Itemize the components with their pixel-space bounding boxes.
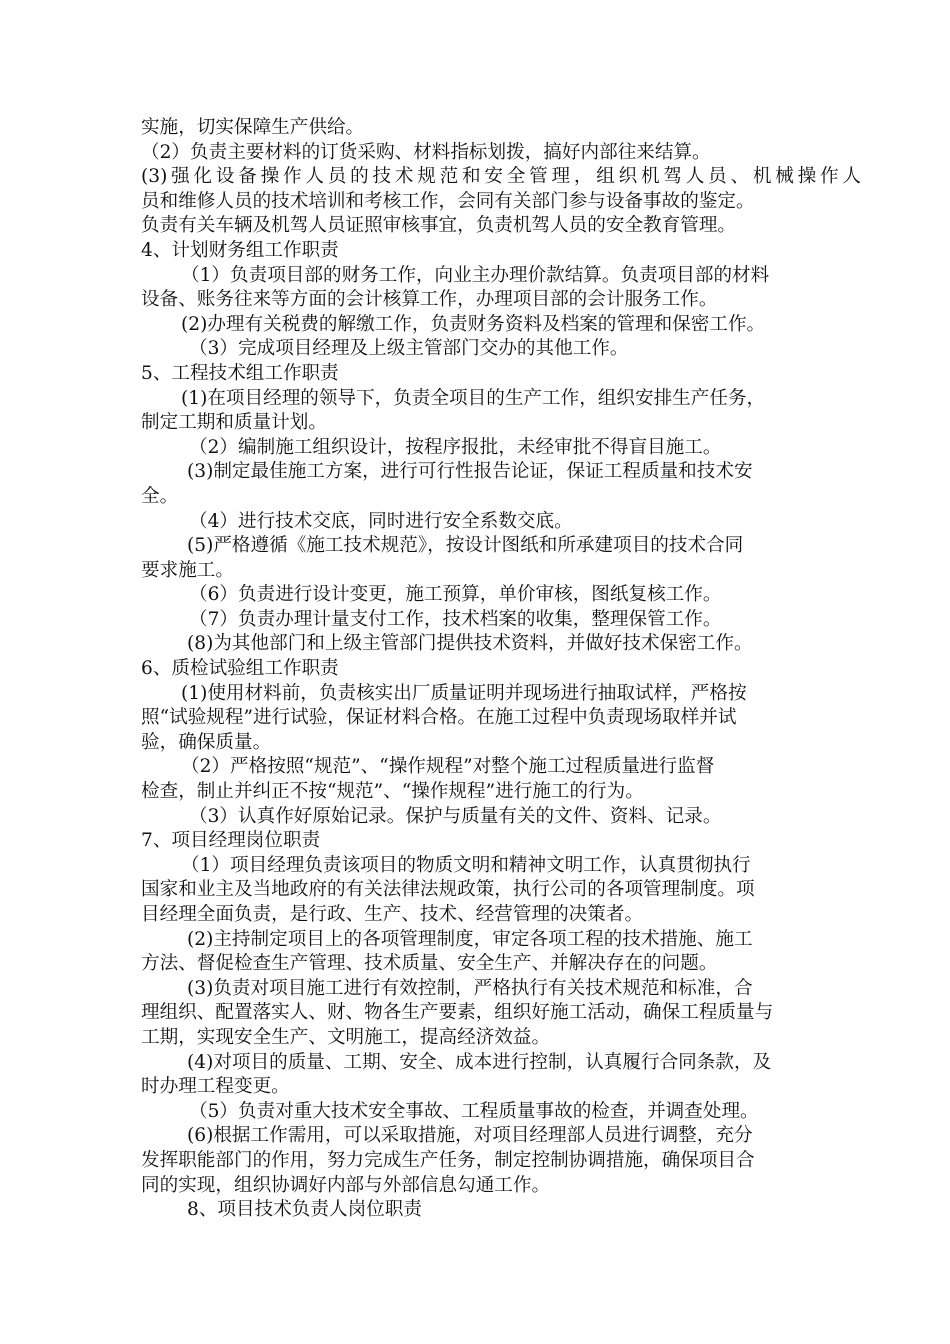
text-line: （2）编制施工组织设计，按程序报批，未经审批不得盲目施工。 — [189, 436, 722, 458]
text-line: 检查，制止并纠正不按“规范”、“操作规程”进行施工的行为。 — [141, 781, 644, 803]
text-line: (3)制定最佳施工方案，进行可行性报告论证，保证工程质量和技术安 — [187, 461, 753, 483]
text-line: 负责有关车辆及机驾人员证照审核事宜，负责机驾人员的安全教育管理。 — [141, 215, 737, 237]
text-line: 国家和业主及当地政府的有关法律法规政策，执行公司的各项管理制度。项 — [141, 879, 755, 901]
text-line: 同的实现，组织协调好内部与外部信息勾通工作。 — [141, 1174, 551, 1196]
section-heading: 5、工程技术组工作职责 — [141, 362, 339, 384]
text-line: 发挥职能部门的作用，努力完成生产任务，制定控制协调措施，确保项目合 — [141, 1149, 755, 1171]
text-line: 全。 — [141, 485, 179, 507]
text-line: 理组织、配置落实人、财、物各生产要素，组织好施工活动，确保工程质量与 — [141, 1002, 774, 1024]
text-line: 实施，切实保障生产供给。 — [141, 117, 365, 138]
text-line: (2)主持制定项目上的各项管理制度，审定各项工程的技术措施、施工 — [187, 928, 753, 950]
text-line: （7）负责办理计量支付工作，技术档案的收集，整理保管工作。 — [189, 608, 722, 630]
text-line: （3）认真作好原始记录。保护与质量有关的文件、资料、记录。 — [189, 805, 722, 827]
text-line: (3)强化设备操作人员的技术规范和安全管理，组织机驾人员、机械操作人 — [141, 166, 861, 188]
text-line: 方法、督促检查生产管理、技术质量、安全生产、并解决存在的问题。 — [141, 953, 718, 975]
text-line: 时办理工程变更。 — [141, 1076, 290, 1098]
text-line: （1）负责项目部的财务工作，向业主办理价款结算。负责项目部的材料 — [181, 264, 770, 286]
text-line: （5）负责对重大技术安全事故、工程质量事故的检查，并调查处理。 — [189, 1100, 759, 1122]
text-line: 制定工期和质量计划。 — [141, 412, 327, 434]
text-line: 员和维修人员的技术培训和考核工作，会同有关部门参与设备事故的鉴定。 — [141, 190, 755, 212]
text-line: (3)负责对项目施工进行有效控制，严格执行有关技术规范和标准，合 — [187, 977, 753, 999]
text-line: 验，确保质量。 — [141, 731, 272, 753]
text-line: （4）进行技术交底，同时进行安全系数交底。 — [189, 510, 573, 532]
text-line: （2）负责主要材料的订货采购、材料指标划拨，搞好内部往来结算。 — [141, 141, 711, 163]
text-line: 照“试验规程”进行试验，保证材料合格。在施工过程中负责现场取样并试 — [141, 707, 737, 729]
text-line: （3）完成项目经理及上级主管部门交办的其他工作。 — [189, 338, 629, 360]
text-line: 目经理全面负责，是行政、生产、技术、经营管理的决策者。 — [141, 904, 644, 925]
text-line: (4)对项目的质量、工期、安全、成本进行控制，认真履行合同条款，及 — [187, 1051, 772, 1073]
text-line: （1）项目经理负责该项目的物质文明和精神文明工作，认真贯彻执行 — [181, 854, 751, 876]
section-heading: 6、质检试验组工作职责 — [141, 658, 339, 680]
text-line: (5)严格遵循《施工技术规范》，按设计图纸和所承建项目的技术合同 — [187, 535, 744, 557]
text-line: (6)根据工作需用，可以采取措施，对项目经理部人员进行调整，充分 — [187, 1125, 753, 1147]
text-line: (1)使用材料前，负责核实出厂质量证明并现场进行抽取试样，严格按 — [181, 682, 747, 704]
text-line: 设备、账务往来等方面的会计核算工作，办理项目部的会计服务工作。 — [141, 289, 718, 311]
text-line: (2)办理有关税费的解缴工作，负责财务资料及档案的管理和保密工作。 — [181, 313, 766, 335]
section-heading: 4、计划财务组工作职责 — [141, 239, 339, 261]
document-body — [141, 116, 861, 1223]
text-line: (1)在项目经理的领导下，负责全项目的生产工作，组织安排生产任务， — [181, 387, 766, 409]
text-line: （6）负责进行设计变更，施工预算，单价审核，图纸复核工作。 — [189, 584, 722, 606]
text-line: 工期，实现安全生产、文明施工，提高经济效益。 — [141, 1026, 551, 1048]
section-heading: 7、项目经理岗位职责 — [141, 830, 321, 852]
text-line: （2）严格按照“规范”、“操作规程”对整个施工过程质量进行监督 — [181, 756, 715, 778]
text-line: 要求施工。 — [141, 559, 234, 581]
section-heading: 8、项目技术负责人岗位职责 — [187, 1199, 422, 1221]
text-line: (8)为其他部门和上级主管部门提供技术资料，并做好技术保密工作。 — [187, 633, 753, 655]
